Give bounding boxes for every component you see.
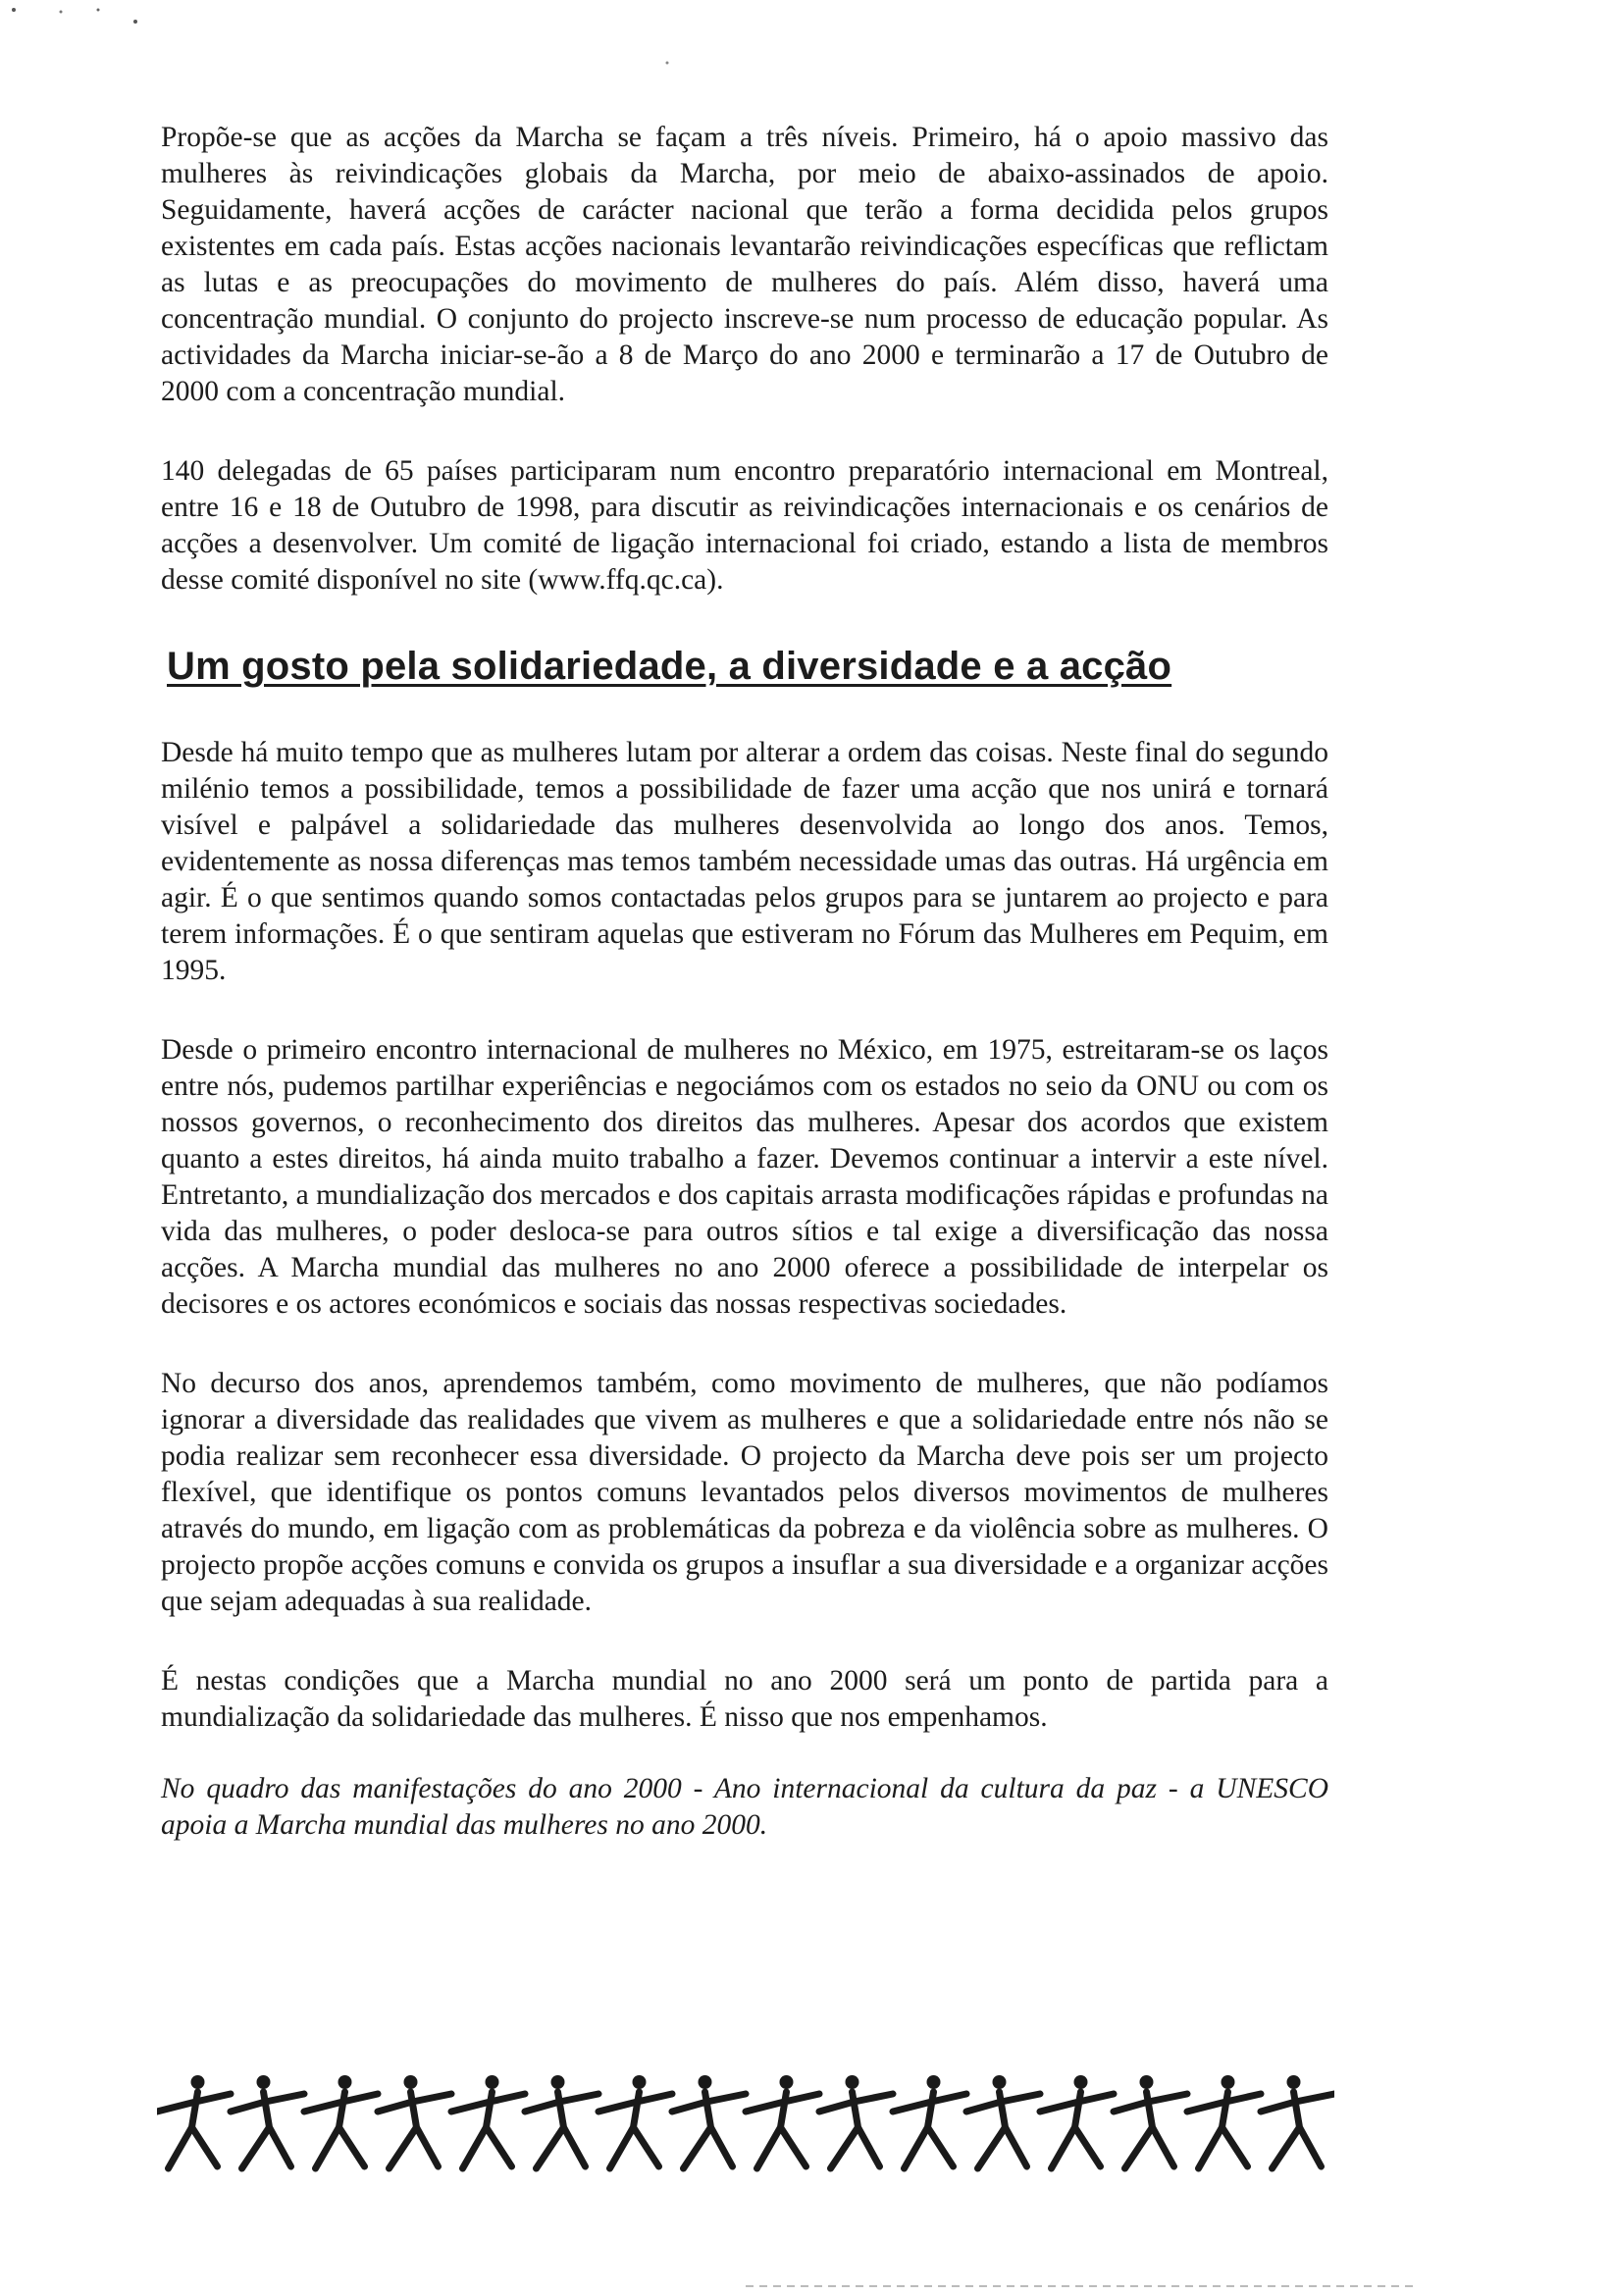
dancer-figure	[672, 2075, 746, 2168]
section-heading: Um gosto pela solidariedade, a diversidade e a acção	[167, 645, 1172, 688]
paragraph-solidarity: É nestas condições que a Marcha mundial no ano 2000 será um ponto de partida para a mundialização da solidariedade das mulheres. É nisso que nos empenhamos.	[161, 1665, 1328, 1733]
dancer-figure	[598, 2075, 672, 2168]
paragraph-women-struggle: Desde há muito tempo que as mulheres lutam por alterar a ordem das coisas. Neste final do segundo milénio temos a possibilidade, temos a possibilidade de fazer uma acção que nos unirá e tornará visível e palpável a solidariedade das mulheres desenvolvida ao longo dos anos. Temos, evidentemente as nossa diferenças mas temos também necessidade umas das outras. Há urgência em agir. É o que sentimos quando somos contactadas pelos grupos para se juntarem ao projecto e para terem informações. É o que sentiram aquelas que estiveram no Fórum das Mulheres em Pequim, em 1995.	[161, 737, 1328, 986]
dancer-figure	[819, 2075, 893, 2168]
dancer-figure	[746, 2075, 819, 2168]
paragraph-diversity: No decurso dos anos, aprendemos também, como movimento de mulheres, que não podíamos ignorar a diversidade das realidades que vivem as mulheres e que a solidariedade entre nós não se podia realizar sem reconhecer essa diversidade. O projecto da Marcha deve pois ser um projecto flexível, que identifique os pontos comuns levantados pelos diversos movimentos de mulheres através do mundo, em ligação com as problemáticas da pobreza e da violência sobre as mulheres. O projecto propõe acções comuns e convida os grupos a insuflar a sua diversidade e a organizar acções que sejam adequadas à sua realidade.	[161, 1368, 1328, 1617]
dancer-figure	[157, 2075, 231, 2168]
paragraph-mexico-1975: Desde o primeiro encontro internacional de mulheres no México, em 1975, estreitaram-se os laços entre nós, pudemos partilhar experiências e negociámos com os estados no seio da ONU ou com os nossos governos, o reconhecimento dos direitos das mulheres. Apesar dos acordos que existem quanto a estes direitos, há ainda muito trabalho a fazer. Devemos continuar a intervir a este nível. Entretanto, a mundialização dos mercados e dos capitais arrasta modificações rápidas e profundas na vida das mulheres, o poder desloca-se para outros sítios e tal exige a diversificação das nossa acções. A Marcha mundial das mulheres no ano 2000 oferece a possibilidade de interpelar os decisores e os actores económicos e sociais das nossas respectivas sociedades.	[161, 1034, 1328, 1320]
dancer-figure	[966, 2075, 1040, 2168]
dancer-figure	[304, 2075, 378, 2168]
paragraph-marcha-levels: Propõe-se que as acções da Marcha se façam a três níveis. Primeiro, há o apoio massivo das mulheres às reivindicações globais da Marcha, por meio de abaixo-assinados de apoio. Seguidamente, haverá acções de carácter nacional que terão a forma decidida pelos grupos existentes em cada país. Estas acções nacionais levantarão reivindicações específicas que reflictam as lutas e as preocupações do movimento de mulheres do país. Além disso, haverá uma concentração mundial. O conjunto do projecto inscreve-se num processo de educação popular. As actividades da Marcha iniciar-se-ão a 8 de Março do ano 2000 e terminarão a 17 de Outubro de 2000 com a concentração mundial.	[161, 122, 1328, 407]
paragraph-delegates-montreal: 140 delegadas de 65 países participaram num encontro preparatório internacional em Montreal, entre 16 e 18 de Outubro de 1998, para discutir as reivindicações internacionais e os cenários de acções a desenvolver. Um comité de ligação internacional foi criado, estando a lista de membros desse comité disponível no site (www.ffq.qc.ca).	[161, 455, 1328, 596]
dancer-figure	[1187, 2075, 1261, 2168]
dancer-figure	[893, 2075, 966, 2168]
dancer-figure	[1114, 2075, 1187, 2168]
dancer-figure	[525, 2075, 598, 2168]
holding-hands-figures-icon	[157, 2061, 1334, 2178]
unesco-quote: No quadro das manifestações do ano 2000 - Ano internacional da cultura da paz - a UNESCO apoia a Marcha mundial das mulheres no ano 2000.	[161, 1773, 1328, 1841]
document-body	[161, 120, 1328, 1873]
dancer-figure	[1040, 2075, 1114, 2168]
dancer-figure	[1261, 2075, 1334, 2168]
dancer-figure	[451, 2075, 525, 2168]
dancer-figure	[231, 2075, 304, 2168]
dancer-figure	[378, 2075, 451, 2168]
